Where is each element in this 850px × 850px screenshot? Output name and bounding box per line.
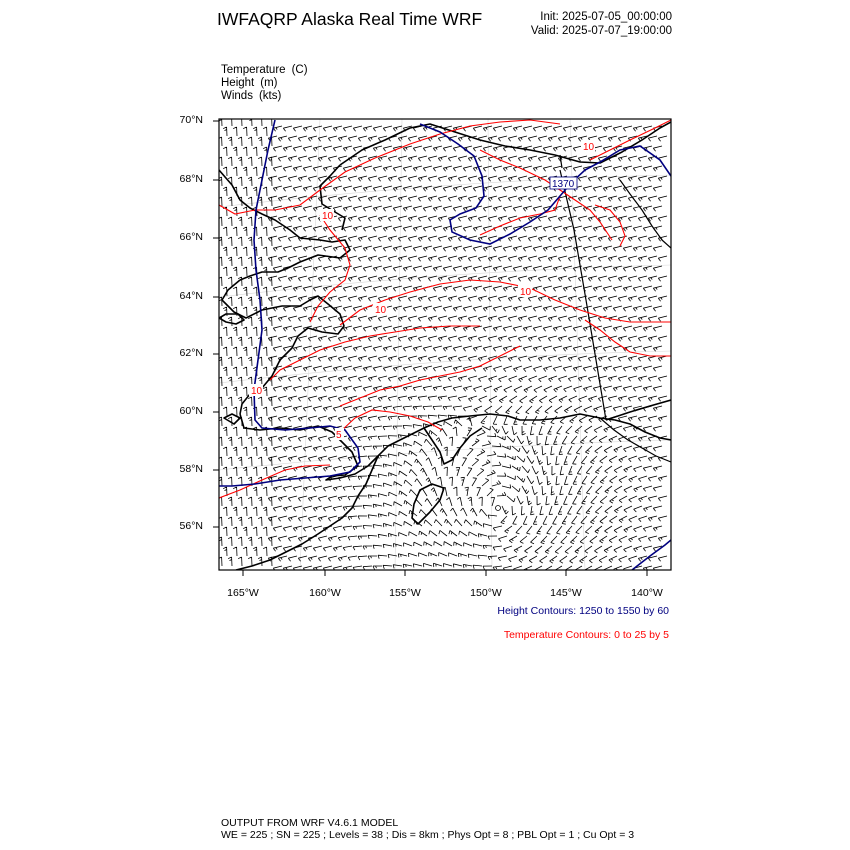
cook-inlet bbox=[424, 428, 482, 464]
coastline bbox=[219, 122, 671, 570]
svg-text:10: 10 bbox=[251, 386, 263, 397]
svg-text:10: 10 bbox=[322, 211, 334, 222]
svg-text:5: 5 bbox=[336, 430, 342, 441]
lat-label: 66°N bbox=[179, 231, 203, 243]
height-contour-label bbox=[550, 177, 577, 190]
valid-time: Valid: 2025-07-07_19:00:00 bbox=[530, 25, 672, 37]
svg-text:10: 10 bbox=[520, 287, 532, 298]
init-time: Init: 2025-07-05_00:00:00 bbox=[540, 11, 672, 23]
svg-text:1370: 1370 bbox=[552, 179, 575, 190]
lat-label: 62°N bbox=[179, 347, 203, 359]
variable-unit: (m) bbox=[260, 77, 278, 89]
lat-label: 70°N bbox=[179, 114, 203, 126]
temperature-contour-label bbox=[518, 285, 532, 298]
map-frame bbox=[219, 119, 671, 570]
wind-barbs bbox=[218, 117, 667, 573]
height-contours-legend: Height Contours: 1250 to 1550 by 60 bbox=[497, 605, 669, 617]
model-info: OUTPUT FROM WRF V4.6.1 MODEL bbox=[221, 817, 399, 829]
svg-text:10: 10 bbox=[583, 142, 595, 153]
temperature-contour-label bbox=[373, 303, 387, 316]
lon-label: 150°W bbox=[470, 587, 502, 599]
wind-barb-field bbox=[218, 117, 667, 573]
lat-label: 56°N bbox=[179, 520, 203, 532]
temperature-contour-label bbox=[581, 140, 595, 153]
map-title: IWFAQRP Alaska Real Time WRF bbox=[217, 9, 483, 29]
temperature-contour-label bbox=[335, 428, 344, 441]
lon-label: 140°W bbox=[631, 587, 663, 599]
calm-wind-marker bbox=[496, 506, 501, 511]
kodiak-island bbox=[412, 484, 444, 524]
lat-label: 60°N bbox=[179, 405, 203, 417]
variable-name: Temperature bbox=[221, 64, 286, 76]
seward-peninsula bbox=[222, 280, 344, 414]
coast-east-fjords bbox=[620, 180, 671, 248]
temperature-contour-label bbox=[320, 209, 334, 222]
lat-label: 58°N bbox=[179, 463, 203, 475]
lon-label: 165°W bbox=[227, 587, 259, 599]
panhandle bbox=[606, 400, 671, 420]
lat-label: 68°N bbox=[179, 173, 203, 185]
lat-label: 64°N bbox=[179, 290, 203, 302]
axis-ticks bbox=[213, 121, 647, 576]
lon-label: 160°W bbox=[309, 587, 341, 599]
temperature-contour-label bbox=[249, 384, 263, 397]
model-options: WE = 225 ; SN = 225 ; Levels = 38 ; Dis = 8km ; Phys Opt = 8 ; PBL Opt = 1 ; Cu Opt = 3 bbox=[221, 829, 635, 841]
temperature-contours-legend: Temperature Contours: 0 to 25 by 5 bbox=[503, 629, 669, 641]
variable-name: Winds bbox=[221, 90, 253, 102]
lon-label: 155°W bbox=[389, 587, 421, 599]
svg-text:10: 10 bbox=[375, 305, 387, 316]
lon-label: 145°W bbox=[550, 587, 582, 599]
variable-unit: (kts) bbox=[258, 90, 282, 102]
variable-name: Height bbox=[221, 77, 255, 89]
graticule bbox=[219, 119, 671, 570]
variable-unit: (C) bbox=[291, 64, 308, 76]
